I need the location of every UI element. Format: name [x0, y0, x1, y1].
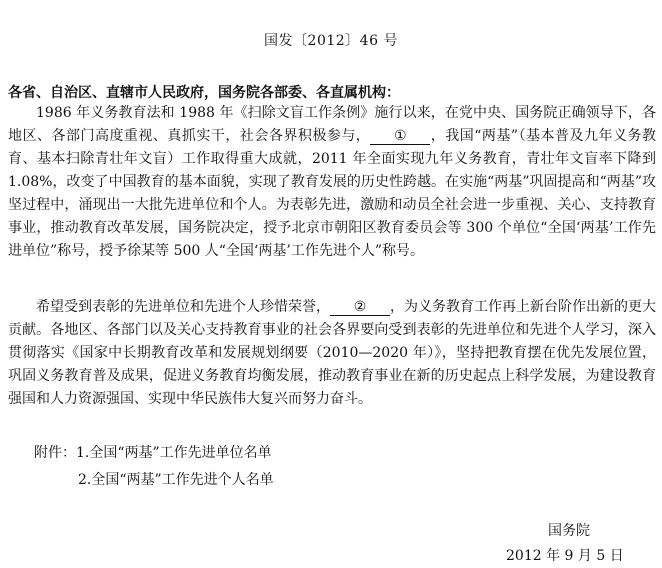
- paragraph-2-after-blank: ，为义务教育工作再上新台阶作出新的更大贡献。各地区、各部门以及关心支持教育事业的社会各界要向受到表彰的先进单位和先进个人学习，深入贯彻落实《国家中长期教育改革和发展规划纲要（2010—2020 年）》，坚持把教育摆在优先发展位置，巩固义务教育普及成果，促进义务教育均衡发展，推动教育事业在新的历史起点上科学发展，为建设教育强国和人力资源强国、实现中华民族伟大复兴而努力奋斗。: [8, 299, 656, 407]
- signature-date: 2012 年 9 月 5 日: [506, 548, 624, 564]
- paragraph-2-before-blank: 希望受到表彰的先进单位和先进个人珍惜荣誉，: [36, 299, 330, 315]
- addressee-line: 各省、自治区、直辖市人民政府，国务院各部委、各直属机构：: [8, 85, 400, 101]
- document-number: 国发〔2012〕46 号: [264, 33, 398, 49]
- paragraph-1: [8, 102, 656, 263]
- paragraph-1-before-blank: 1986 年义务教育法和 1988 年《扫除文盲工作条例》施行以来，在党中央、国务院正确领导下，各地区、各部门高度重视、真抓实干，社会各界积极参与，: [8, 105, 656, 144]
- blank-2: ②: [330, 299, 390, 316]
- attachment-1: 附件：1.全国“两基”工作先进单位名单: [34, 445, 272, 461]
- attachment-2: 2.全国“两基”工作先进个人名单: [78, 472, 274, 488]
- paragraph-2: [8, 296, 656, 411]
- paragraph-1-after-blank: ，我国“两基”（基本普及九年义务教育、基本扫除青壮年文盲）工作取得重大成就，2011 年全面实现九年义务教育，青壮年文盲率下降到 1.08%，改变了中国教育的基本面貌，实现了教育发展的历史性跨越。在实施“两基”巩固提高和“两基”攻坚过程中，涌现出一大批先进单位和个人。为表彰先进，激励和动员全社会进一步重视、关心、支持教育事业，推动教育改革发展，国务院决定，授予北京市朝阳区教育委员会等 300 个单位“全国‘两基’工作先进单位”称号，授予徐某等 500 人“全国‘两基’工作先进个人”称号。: [8, 128, 656, 259]
- signature-organization: 国务院: [548, 523, 590, 539]
- blank-1: ①: [370, 128, 430, 145]
